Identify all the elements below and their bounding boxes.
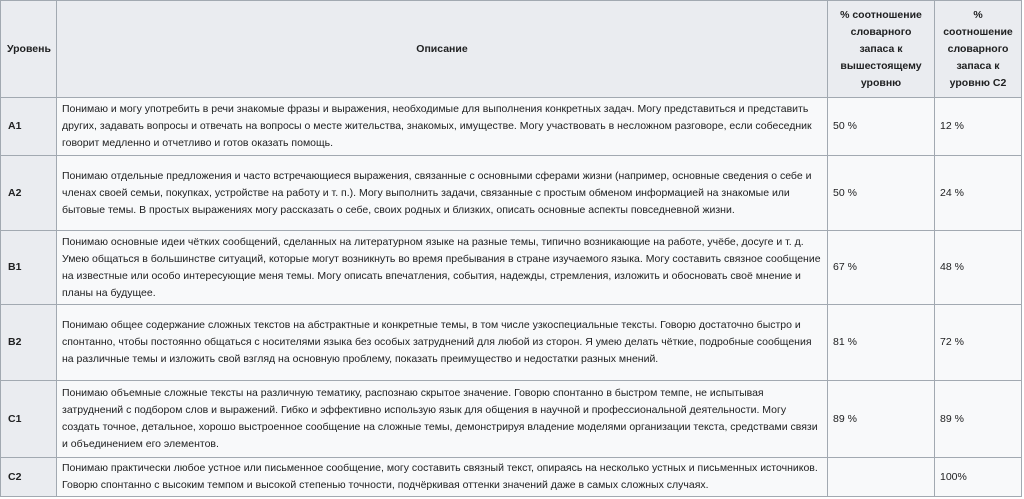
level-cell: C1: [1, 381, 57, 458]
header-level: Уровень: [1, 1, 57, 98]
ratio-previous-cell: 50 %: [828, 98, 935, 156]
level-cell: B2: [1, 305, 57, 381]
ratio-c2-cell: 89 %: [935, 381, 1022, 458]
header-ratio-c2: % соотношение словарного запаса к уровню С2: [935, 1, 1022, 98]
header-description: Описание: [57, 1, 828, 98]
table-row: [1, 381, 1022, 458]
level-cell: C2: [1, 458, 57, 497]
ratio-c2-cell: 12 %: [935, 98, 1022, 156]
table-row: [1, 458, 1022, 497]
description-cell: Понимаю объемные сложные тексты на различную тематику, распознаю скрытое значение. Говорю спонтанно в быстром темпе, не испытывая затруднений с подбором слов и выражений. Гибко и эффективно использую язык для общения в научной и профессиональной деятельности. Могу создать точное, детальное, хорошо выстроенное сообщение на сложные темы, демонстрируя владение моделями организации текста, средствами связи и объединением его элементов.: [57, 381, 828, 458]
ratio-c2-cell: 48 %: [935, 231, 1022, 305]
description-cell: Понимаю практически любое устное или письменное сообщение, могу составить связный текст, опираясь на несколько устных и письменных источников. Говорю спонтанно с высоким темпом и высокой степенью точности, подчёркивая оттенки значений даже в самых сложных случаях.: [57, 458, 828, 497]
description-cell: Понимаю основные идеи чётких сообщений, сделанных на литературном языке на разные темы, типично возникающие на работе, учёбе, досуге и т. д. Умею общаться в большинстве ситуаций, которые могут возникнуть во время пребывания в стране изучаемого языка. Могу составить связное сообщение на известные или особо интересующие меня темы. Могу описать впечатления, события, надежды, стремления, изложить и обосновать своё мнение и планы на будущее.: [57, 231, 828, 305]
header-ratio-previous-level: % соотношение словарного запаса к вышестоящему уровню: [828, 1, 935, 98]
level-cell: B1: [1, 231, 57, 305]
ratio-previous-cell: 67 %: [828, 231, 935, 305]
ratio-previous-cell: 89 %: [828, 381, 935, 458]
table-row: [1, 156, 1022, 231]
ratio-c2-cell: 72 %: [935, 305, 1022, 381]
ratio-previous-cell: 81 %: [828, 305, 935, 381]
table-row: [1, 98, 1022, 156]
description-cell: Понимаю отдельные предложения и часто встречающиеся выражения, связанные с основными сферами жизни (например, основные сведения о себе и членах своей семьи, покупках, устройстве на работу и т. п.). Могу выполнить задачи, связанные с простым обменом информацией на знакомые или бытовые темы. В простых выражениях могу рассказать о себе, своих родных и близких, описать основные аспекты повседневной жизни.: [57, 156, 828, 231]
ratio-c2-cell: 100%: [935, 458, 1022, 497]
description-cell: Понимаю и могу употребить в речи знакомые фразы и выражения, необходимые для выполнения конкретных задач. Могу представиться и представить других, задавать вопросы и отвечать на вопросы о месте жительства, знакомых, имуществе. Могу участвовать в несложном разговоре, если собеседник говорит медленно и отчетливо и готов оказать помощь.: [57, 98, 828, 156]
description-cell: Понимаю общее содержание сложных текстов на абстрактные и конкретные темы, в том числе узкоспециальные тексты. Говорю достаточно быстро и спонтанно, чтобы постоянно общаться с носителями языка без особых затруднений для любой из сторон. Я умею делать чёткие, подробные сообщения на различные темы и изложить свой взгляд на основную проблему, показать преимущество и недостатки разных мнений.: [57, 305, 828, 381]
level-cell: A1: [1, 98, 57, 156]
ratio-c2-cell: 24 %: [935, 156, 1022, 231]
table-header-row: [1, 1, 1022, 98]
level-cell: A2: [1, 156, 57, 231]
ratio-previous-cell: 50 %: [828, 156, 935, 231]
table-row: [1, 231, 1022, 305]
table-row: [1, 305, 1022, 381]
ratio-previous-cell: [828, 458, 935, 497]
